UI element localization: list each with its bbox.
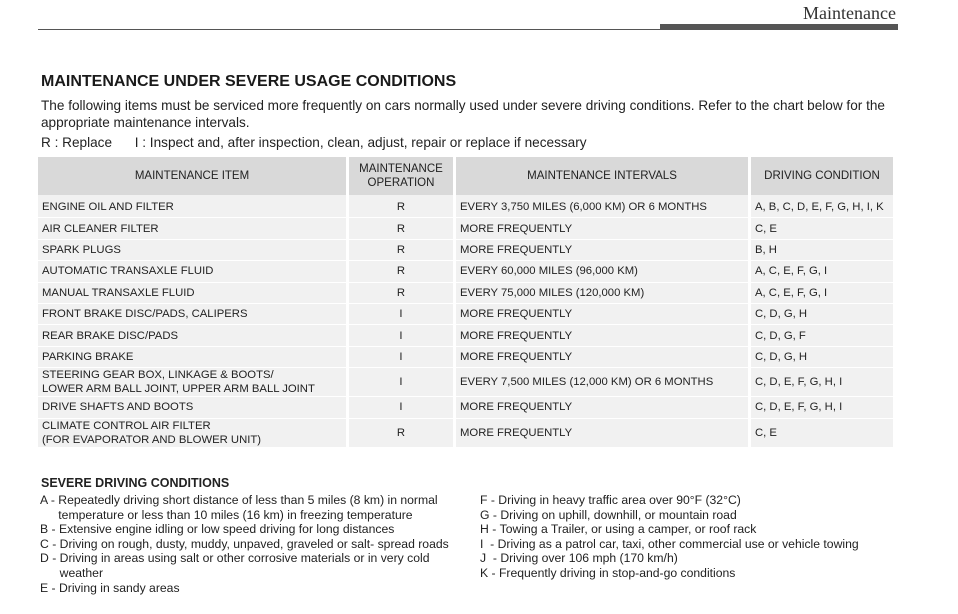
maintenance-table [35, 157, 896, 448]
condition-text: Extensive engine idling or low speed driving for long distances [58, 522, 395, 537]
item-line-1: AIR CLEANER FILTER [42, 222, 159, 235]
maintenance-interval-cell: EVERY 60,000 MILES (96,000 KM) [456, 261, 748, 282]
driving-condition-cell: C, D, E, F, G, H, I [751, 397, 893, 418]
condition-item [480, 551, 900, 566]
condition-item [40, 522, 460, 537]
maintenance-item-cell [38, 325, 346, 346]
intro-paragraph: The following items must be serviced more frequently on cars normally used under severe driving conditions. Refer to the chart below for the appropriate maintenance intervals. [41, 98, 885, 130]
table-row [38, 304, 893, 325]
maintenance-item-cell [38, 397, 346, 418]
table-row [38, 261, 893, 282]
condition-text: Repeatedly driving short distance of less than 5 miles (8 km) in normal temperature or less than 10 miles (16 km) in freezing temperature [58, 493, 438, 522]
severe-conditions-right-list [480, 493, 900, 581]
table-row [38, 218, 893, 239]
legend-inspect: I : Inspect and, after inspection, clean, adjust, repair or replace if necessary [134, 135, 587, 150]
maintenance-operation-cell: R [349, 195, 453, 218]
condition-code: H - [480, 522, 500, 537]
item-line-1: PARKING BRAKE [42, 350, 134, 363]
driving-condition-cell: A, C, E, F, G, I [751, 261, 893, 282]
condition-code: C - [40, 536, 60, 551]
condition-item [480, 508, 900, 523]
condition-code: A - [40, 493, 59, 507]
maintenance-operation-cell: R [349, 240, 453, 261]
condition-item [40, 493, 460, 522]
table-row [38, 325, 893, 346]
maintenance-item-cell [38, 283, 346, 304]
driving-condition-cell: A, B, C, D, E, F, G, H, I, K [751, 195, 893, 218]
maintenance-item-cell [38, 368, 346, 397]
condition-code: E - [40, 580, 59, 595]
maintenance-interval-cell: MORE FREQUENTLY [456, 325, 748, 346]
condition-code: B - [40, 522, 59, 537]
item-line-1: STEERING GEAR BOX, LINKAGE & BOOTS/ [42, 369, 274, 382]
operation-legend [41, 135, 587, 150]
condition-item [480, 522, 900, 537]
condition-text: Driving over 106 mph (170 km/h) [500, 551, 678, 566]
maintenance-interval-cell: EVERY 75,000 MILES (120,000 KM) [456, 283, 748, 304]
maintenance-operation-cell: I [349, 304, 453, 325]
maintenance-operation-cell: R [349, 419, 453, 448]
maintenance-operation-cell: R [349, 218, 453, 239]
table-row [38, 240, 893, 261]
maintenance-item-cell [38, 304, 346, 325]
maintenance-operation-cell: I [349, 397, 453, 418]
condition-text: Driving on rough, dusty, muddy, unpaved, graveled or salt- spread roads [59, 536, 449, 551]
condition-code: G - [480, 507, 501, 522]
maintenance-item-cell [38, 218, 346, 239]
driving-condition-cell: C, D, E, F, G, H, I [751, 368, 893, 397]
legend-replace: R : Replace [41, 135, 113, 150]
condition-item [40, 581, 460, 596]
item-line-2: (FOR EVAPORATOR AND BLOWER UNIT) [42, 433, 262, 446]
condition-text: Driving in sandy areas [58, 580, 180, 595]
maintenance-operation-cell: I [349, 347, 453, 368]
severe-conditions-left-list [40, 493, 460, 595]
maintenance-interval-cell: EVERY 3,750 MILES (6,000 KM) OR 6 MONTHS [456, 195, 748, 218]
condition-code: F - [480, 493, 499, 507]
condition-code: K - [480, 565, 499, 580]
header-maintenance-intervals: MAINTENANCE INTERVALS [456, 157, 748, 195]
condition-item [480, 537, 900, 552]
condition-code: J - [480, 551, 501, 566]
condition-text: Frequently driving in stop-and-go conditions [498, 565, 736, 580]
condition-item [40, 551, 460, 580]
driving-condition-cell: C, D, G, F [751, 325, 893, 346]
table-row [38, 347, 893, 368]
table-row [38, 419, 893, 448]
maintenance-interval-cell: MORE FREQUENTLY [456, 240, 748, 261]
maintenance-item-cell [38, 195, 346, 218]
condition-text: Driving in areas using salt or other corrosive materials or in very cold weather [59, 551, 430, 580]
maintenance-item-cell [38, 261, 346, 282]
item-line-1: CLIMATE CONTROL AIR FILTER [42, 419, 211, 432]
table-header-row [38, 157, 893, 195]
table-row [38, 195, 893, 218]
condition-item [480, 493, 900, 508]
maintenance-interval-cell: MORE FREQUENTLY [456, 397, 748, 418]
header-maintenance-operation: MAINTENANCE OPERATION [349, 157, 453, 195]
maintenance-operation-cell: R [349, 283, 453, 304]
maintenance-interval-cell: MORE FREQUENTLY [456, 419, 748, 448]
severe-conditions-title: SEVERE DRIVING CONDITIONS [41, 476, 230, 490]
maintenance-item-cell [38, 240, 346, 261]
table-body [38, 195, 893, 448]
driving-condition-cell: B, H [751, 240, 893, 261]
item-line-1: DRIVE SHAFTS AND BOOTS [42, 401, 194, 414]
maintenance-interval-cell: MORE FREQUENTLY [456, 347, 748, 368]
item-line-1: AUTOMATIC TRANSAXLE FLUID [42, 265, 214, 278]
condition-code: I - [480, 536, 498, 551]
driving-condition-cell: A, C, E, F, G, I [751, 283, 893, 304]
item-line-2: LOWER ARM BALL JOINT, UPPER ARM BALL JOINT [42, 383, 315, 396]
condition-text: Driving on uphill, downhill, or mountain road [500, 507, 737, 522]
maintenance-interval-cell: MORE FREQUENTLY [456, 304, 748, 325]
condition-text: Driving in heavy traffic area over 90°F (32°C) [498, 493, 741, 507]
maintenance-operation-cell: I [349, 368, 453, 397]
table-row [38, 368, 893, 397]
section-title: MAINTENANCE UNDER SEVERE USAGE CONDITIONS [41, 73, 457, 90]
item-line-1: SPARK PLUGS [42, 243, 121, 256]
chapter-title: Maintenance [803, 3, 896, 23]
condition-code: D - [40, 551, 60, 566]
item-line-1: FRONT BRAKE DISC/PADS, CALIPERS [42, 308, 248, 321]
maintenance-item-cell [38, 347, 346, 368]
condition-text: Towing a Trailer, or using a camper, or roof rack [499, 522, 757, 537]
driving-condition-cell: C, E [751, 419, 893, 448]
header-driving-condition: DRIVING CONDITION [751, 157, 893, 195]
driving-condition-cell: C, D, G, H [751, 304, 893, 325]
driving-condition-cell: C, E [751, 218, 893, 239]
maintenance-interval-cell: EVERY 7,500 MILES (12,000 KM) OR 6 MONTHS [456, 368, 748, 397]
header-maintenance-item: MAINTENANCE ITEM [38, 157, 346, 195]
table-row [38, 397, 893, 418]
condition-item [480, 566, 900, 581]
condition-text: Driving as a patrol car, taxi, other commercial use or vehicle towing [497, 536, 859, 551]
table-row [38, 283, 893, 304]
maintenance-item-cell [38, 419, 346, 448]
item-line-1: MANUAL TRANSAXLE FLUID [42, 286, 195, 299]
item-line-1: ENGINE OIL AND FILTER [42, 201, 174, 214]
item-line-1: REAR BRAKE DISC/PADS [42, 329, 179, 342]
header-tab-bar [660, 24, 898, 30]
driving-condition-cell: C, D, G, H [751, 347, 893, 368]
maintenance-interval-cell: MORE FREQUENTLY [456, 218, 748, 239]
maintenance-operation-cell: R [349, 261, 453, 282]
condition-item [40, 537, 460, 552]
maintenance-operation-cell: I [349, 325, 453, 346]
